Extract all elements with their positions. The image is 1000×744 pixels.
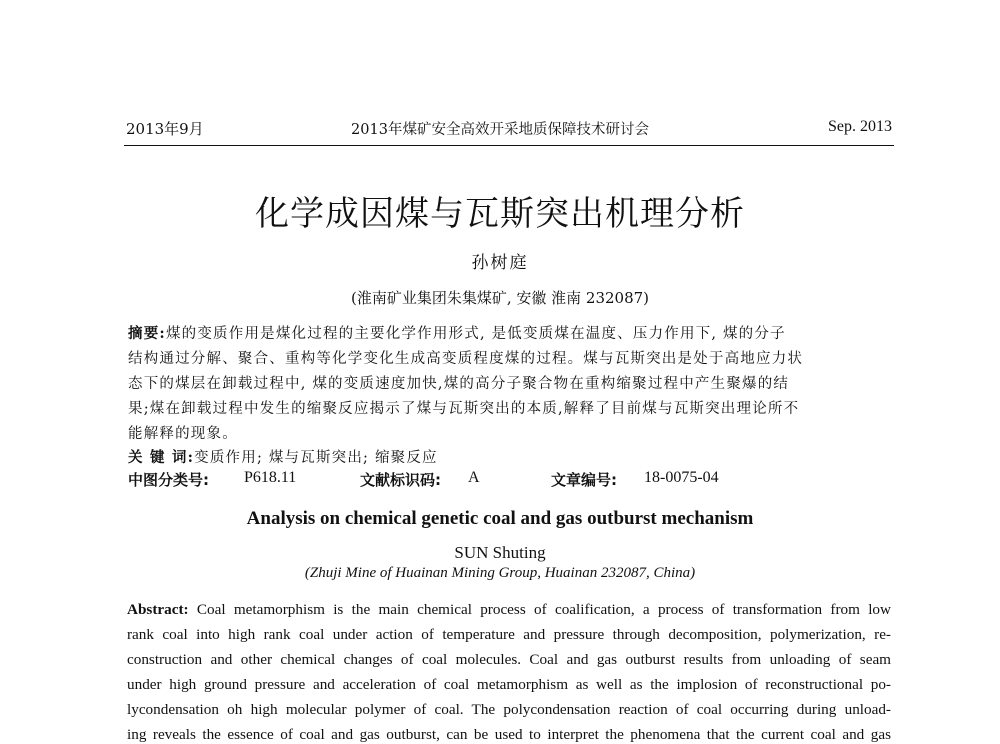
keywords-text: 变质作用; 煤与瓦斯突出; 缩聚反应 xyxy=(194,450,438,466)
author-english: SUN Shuting xyxy=(454,543,546,562)
abstract-label-chinese: 摘要: xyxy=(128,325,166,342)
paper-title-english: Analysis on chemical genetic coal and gas outburst mechanism xyxy=(246,508,754,529)
keywords-chinese xyxy=(128,446,438,467)
abstract-chinese-line: 能解释的现象。 xyxy=(128,426,238,442)
affiliation-chinese: (淮南矿业集团朱集煤矿, 安徽 淮南 232087) xyxy=(350,289,650,307)
abstract-english-line: under high ground pressure and acceleration of coal metamorphism as well as the implosion of reconstructional po- xyxy=(127,676,891,693)
document-code-value: A xyxy=(468,469,480,486)
affiliation-english: (Zhuji Mine of Huainan Mining Group, Huainan 232087, China) xyxy=(304,565,696,581)
abstract-english-line: lycondensation oh high molecular polymer of coal. The polycondensation reaction of coal occurring during unload- xyxy=(127,701,891,718)
abstract-english-line: rank coal into high rank coal under action of temperature and pressure through decomposition, polymerization, re- xyxy=(127,626,891,643)
abstract-chinese-line: 态下的煤层在卸载过程中, 煤的变质速度加快,煤的高分子聚合物在重构缩聚过程中产生聚爆的结 xyxy=(128,376,790,392)
header-date: 2013年9月 xyxy=(126,120,204,138)
abstract-label-english: Abstract: xyxy=(127,601,189,618)
keywords-label: 关 键 词: xyxy=(128,449,195,466)
abstract-english-line: ing reveals the essence of coal and gas outburst, can be used to interpret the phenomena that the current coal and gas xyxy=(127,726,891,743)
clc-value: P618.11 xyxy=(244,469,297,486)
abstract-english-text: Coal metamorphism is the main chemical process of coalification, a process of transformation from low xyxy=(196,601,891,618)
article-number-label: 文章编号: xyxy=(551,471,617,489)
abstract-chinese-line: 结构通过分解、聚合、重构等化学变化生成高变质程度煤的过程。煤与瓦斯突出是处于高地应力状 xyxy=(128,351,804,367)
abstract-chinese-line: 果;煤在卸载过程中发生的缩聚反应揭示了煤与瓦斯突出的本质,解释了目前煤与瓦斯突出理论所不 xyxy=(128,401,800,417)
paper-title-chinese: 化学成因煤与瓦斯突出机理分析 xyxy=(255,194,745,234)
header-conference-name: 2013年煤矿安全高效开采地质保障技术研讨会 xyxy=(351,122,649,138)
document-code-label: 文献标识码: xyxy=(360,471,441,489)
abstract-chinese-line xyxy=(128,322,786,343)
clc-label: 中图分类号: xyxy=(128,471,209,489)
abstract-english-line: construction and other chemical changes of coal molecules. Coal and gas outburst results from unloading of seam xyxy=(127,651,891,668)
header-rule xyxy=(124,145,894,146)
article-number-value: 18-0075-04 xyxy=(644,469,719,486)
abstract-english-line xyxy=(127,601,891,619)
header-date-english: Sep. 2013 xyxy=(828,118,892,135)
author-chinese: 孙树庭 xyxy=(471,253,529,273)
abstract-chinese-text: 煤的变质作用是煤化过程的主要化学作用形式, 是低变质煤在温度、压力作用下, 煤的分子 xyxy=(165,326,786,342)
